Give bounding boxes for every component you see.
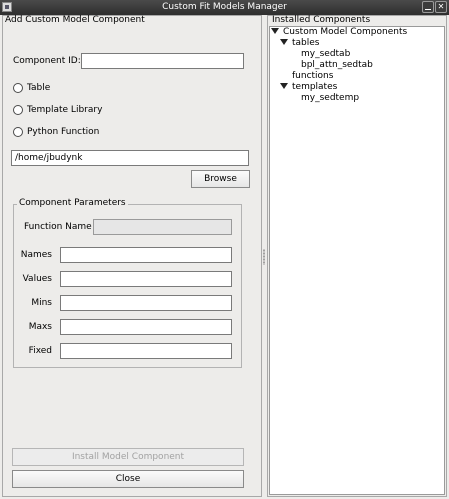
maxs-input[interactable] <box>60 319 232 335</box>
close-button[interactable]: Close <box>12 470 244 488</box>
app-icon <box>2 2 12 12</box>
path-input[interactable] <box>11 150 249 166</box>
mins-label: Mins <box>31 298 52 308</box>
window-title: Custom Fit Models Manager <box>162 2 287 12</box>
minimize-button[interactable] <box>422 1 434 13</box>
tree-node-templates[interactable] <box>280 82 337 93</box>
radio-table-label[interactable]: Table <box>27 83 51 93</box>
tree-node-label: templates <box>292 82 338 92</box>
maxs-label: Maxs <box>28 322 52 332</box>
component-id-label: Component ID: <box>13 56 81 66</box>
mins-input[interactable] <box>60 295 232 311</box>
tree-node-my-sedtemp[interactable]: my_sedtemp <box>301 93 360 103</box>
browse-button[interactable]: Browse <box>191 170 250 188</box>
component-parameters-title: Component Parameters <box>19 198 126 208</box>
values-input[interactable] <box>60 271 232 287</box>
radio-table[interactable] <box>13 83 23 93</box>
split-pane-divider[interactable] <box>263 249 265 265</box>
tree-node-label: Custom Model Components <box>283 27 408 37</box>
window-close-button[interactable]: ✕ <box>435 1 447 13</box>
tree-node-bpl-attn-sedtab[interactable]: bpl_attn_sedtab <box>301 60 373 70</box>
installed-components-title: Installed Components <box>272 15 371 25</box>
component-id-input[interactable] <box>81 53 244 69</box>
radio-python-function-label[interactable]: Python Function <box>27 127 100 137</box>
window-titlebar <box>0 0 449 15</box>
tree-node-my-sedtab[interactable]: my_sedtab <box>301 49 351 59</box>
expand-triangle-icon[interactable] <box>280 39 288 45</box>
function-name-input <box>93 219 232 235</box>
expand-triangle-icon[interactable] <box>271 28 279 34</box>
radio-template-library-label[interactable]: Template Library <box>27 105 103 115</box>
radio-template-library[interactable] <box>13 105 23 115</box>
expand-triangle-icon[interactable] <box>280 83 288 89</box>
install-model-component-button[interactable]: Install Model Component <box>12 448 244 466</box>
tree-node-label: tables <box>292 38 320 48</box>
values-label: Values <box>22 274 52 284</box>
add-component-title: Add Custom Model Component <box>5 15 145 25</box>
tree-node-custom-model-components[interactable] <box>271 27 407 38</box>
radio-python-function[interactable] <box>13 127 23 137</box>
tree-node-tables[interactable] <box>280 38 319 49</box>
names-label: Names <box>20 250 52 260</box>
fixed-input[interactable] <box>60 343 232 359</box>
tree-node-functions[interactable]: functions <box>292 71 334 81</box>
names-input[interactable] <box>60 247 232 263</box>
fixed-label: Fixed <box>28 346 52 356</box>
function-name-label: Function Name <box>24 222 92 232</box>
